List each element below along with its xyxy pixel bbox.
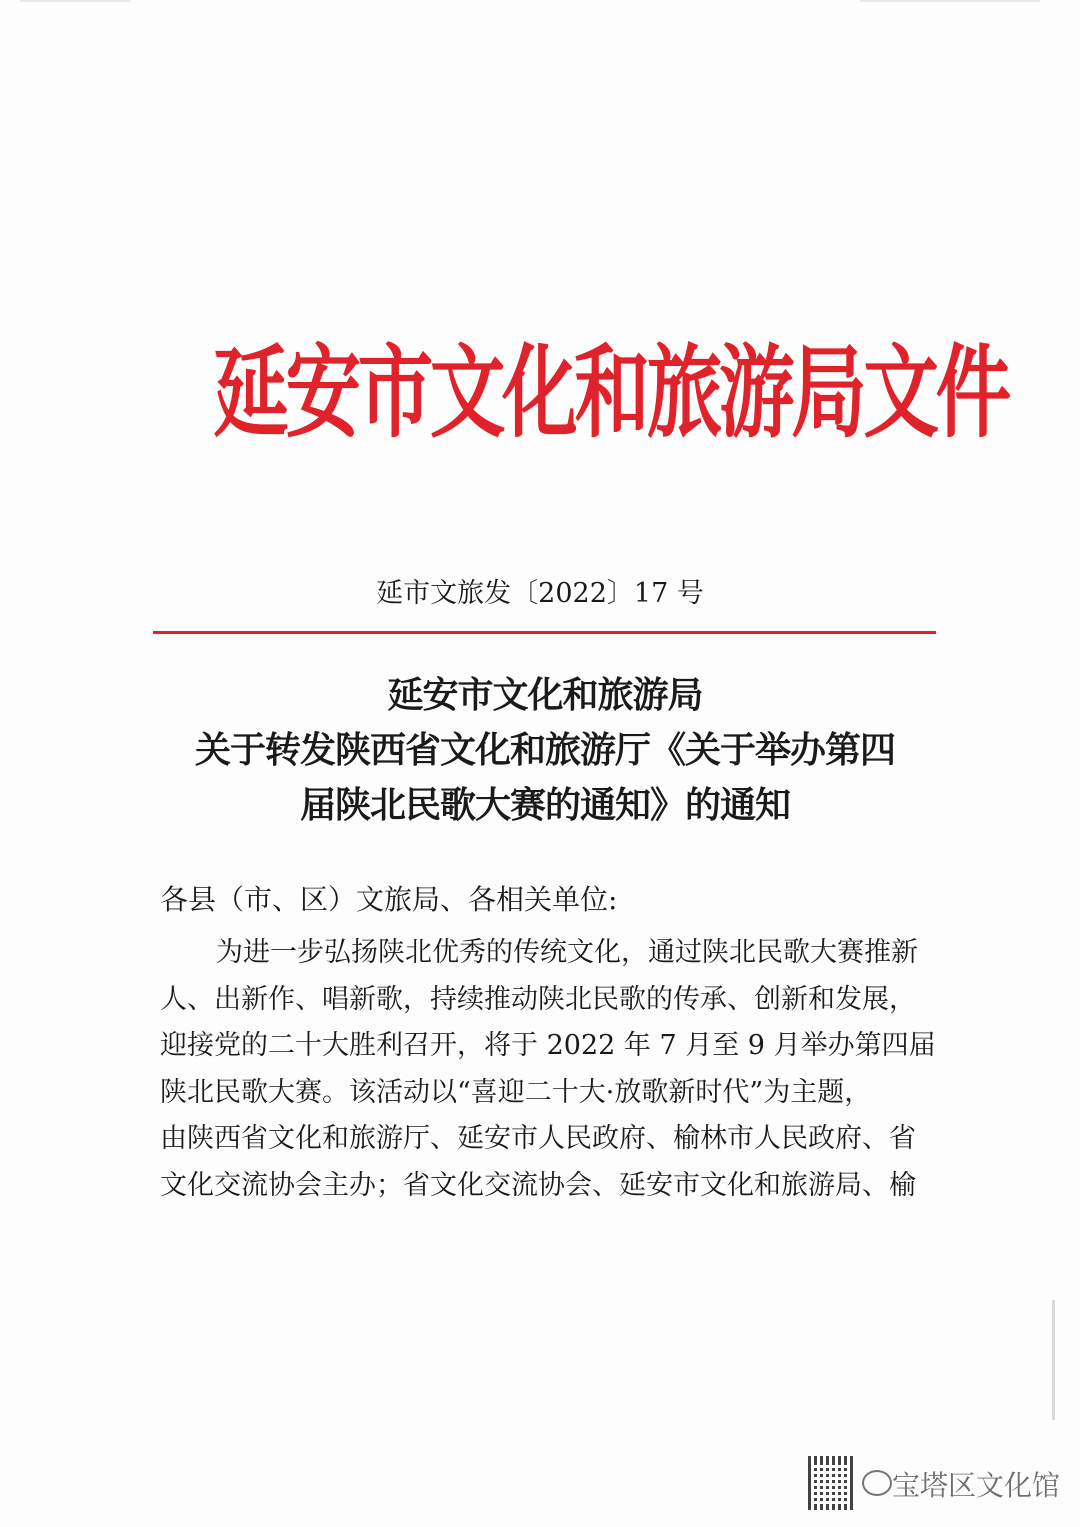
body-line: 由陕西省文化和旅游厅、延安市人民政府、榆林市人民政府、省 — [160, 1123, 916, 1154]
body-line: 为进一步弘扬陕北优秀的传统文化，通过陕北民歌大赛推新 — [216, 937, 918, 968]
qr-code-icon — [808, 1456, 854, 1510]
body-line: 陕北民歌大赛。该活动以“喜迎二十大·放歌新时代”为主题， — [160, 1076, 872, 1108]
red-divider — [153, 631, 936, 634]
body-line: 迎接党的二十大胜利召开，将于 2022 年 7 月至 9 月举办第四届 — [160, 1030, 936, 1061]
document-number: 延市文旅发〔2022〕17 号 — [376, 578, 704, 609]
watermark — [808, 1456, 1061, 1510]
document-title — [140, 668, 950, 833]
issuer-heading: 延安市文化和旅游局文件 — [213, 333, 1008, 453]
title-line: 届陕北民歌大赛的通知》的通知 — [299, 784, 790, 826]
scan-mark — [20, 0, 130, 2]
addressee: 各县（市、区）文旅局、各相关单位: — [160, 883, 618, 916]
scan-mark — [860, 0, 1040, 2]
wechat-icon — [862, 1470, 892, 1496]
body-line: 人、出新作、唱新歌，持续推动陕北民歌的传承、创新和发展， — [160, 983, 916, 1015]
watermark-text: 宝塔区文化馆 — [892, 1469, 1061, 1502]
body-line: 文化交流协会主办；省文化交流协会、延安市文化和旅游局、榆 — [160, 1169, 916, 1201]
title-line: 关于转发陕西省文化和旅游厅《关于举办第四 — [194, 729, 895, 771]
scan-edge — [1052, 1300, 1055, 1420]
title-line: 延安市文化和旅游局 — [387, 674, 703, 716]
body-text — [160, 930, 940, 1209]
